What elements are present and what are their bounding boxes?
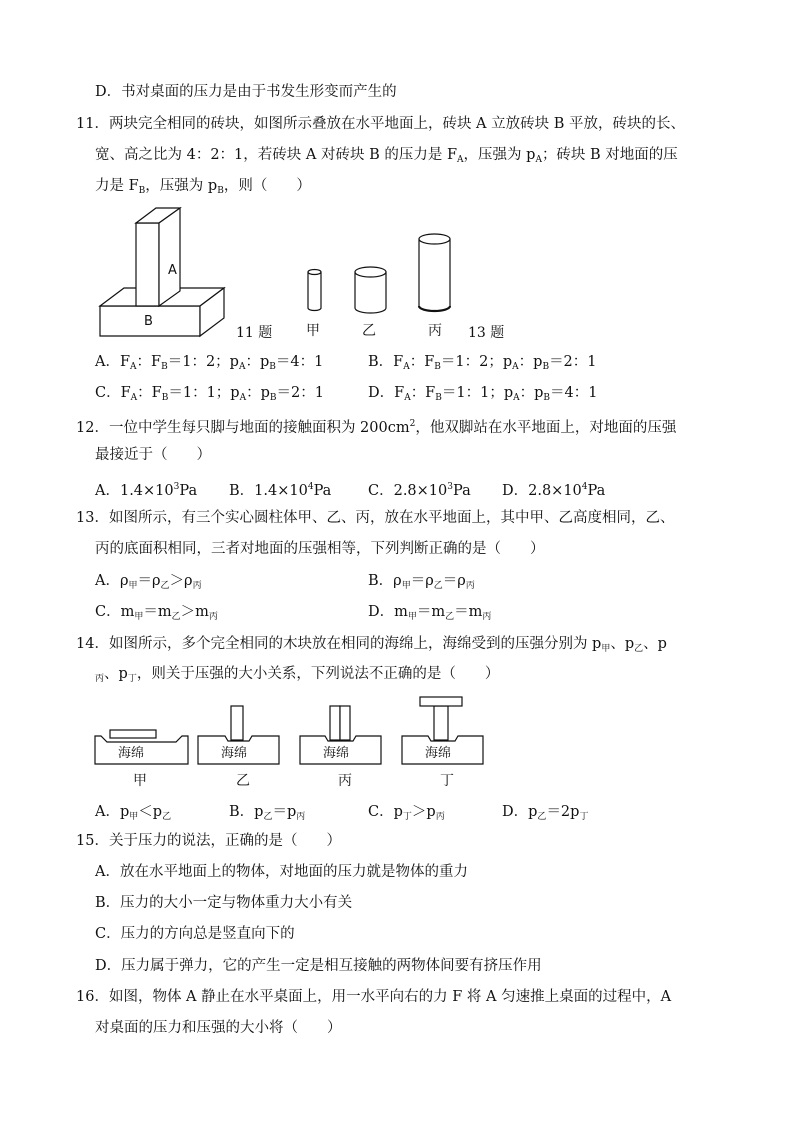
q12-option-a: A．$1.4\times 10^3Pa$ [95,482,198,499]
q15-option-b: B．压力的大小一定与物体重力大小有关 [95,895,353,911]
q16-stem-line2: 对桌面的压力和压强的大小将（ ） [95,1020,342,1036]
q15-option-a: A．放在水平地面上的物体，对地面的压力就是物体的重力 [95,864,468,880]
q11-option-d: D．$F_A$：$F_B=1$：1；$p_A$：$p_B=4$：1 [368,385,598,403]
sponge-label-jia: 海绵 [118,746,145,761]
q13-figure-label-jia: 甲 [306,323,320,339]
q14-figure-label-bing: 丙 [338,773,352,789]
q14-option-a: A．$p_甲<p_乙$ [95,804,172,822]
q15-option-c: C．压力的方向总是竖直向下的 [95,926,295,942]
q14-figure-label-yi: 乙 [236,773,250,789]
q11-bricks-figure [96,206,232,338]
brick-a-label: A [168,263,177,278]
q14-stem-line2: $_丙$、$p_丁$，则关于压强的大小关系，下列说法不正确的是（ ） [95,666,500,684]
q14-figure-label-jia: 甲 [133,773,147,789]
q15-stem: 15．关于压力的说法，正确的是（ ） [76,833,341,849]
q13-figure-label-yi: 乙 [362,323,376,339]
q13-cylinders-figure [300,232,460,318]
q11-option-b: B．$F_A$：$F_B=1$：2；$p_A$：$p_B=2$：1 [368,354,597,372]
q11-figure-caption: 11 题 [236,325,273,341]
q14-sponge-figure [92,694,492,766]
q14-option-d: D．$p_乙=2p_丁$ [502,804,589,822]
q14-option-c: C．$p_丁>p_丙$ [368,804,445,822]
q14-option-b: B．$p_乙=p_丙$ [229,804,306,822]
q11-stem-line3: 力是 $F_B$，压强为 $p_B$，则（ ） [95,178,311,196]
q12-stem-line1: 12．一位中学生每只脚与地面的接触面积为 $200cm^2$，他双脚站在水平地面上，对地面的压强 [76,419,677,436]
sponge-label-ding: 海绵 [425,746,452,761]
q12-option-d: D．$2.8\times 10^4Pa$ [502,482,606,499]
q13-stem-line2: 丙的底面积相同，三者对地面的压强相等，下列判断正确的是（ ） [95,541,545,557]
q12-stem-line2: 最接近于（ ） [95,447,211,463]
q13-option-a: A．$\rho_甲=\rho_乙>\rho_丙$ [95,573,202,591]
q11-option-c: C．$F_A$：$F_B=1$：1；$p_A$：$p_B=2$：1 [95,385,324,403]
q13-figure-caption: 13 题 [468,325,505,341]
q10-option-d: D．书对桌面的压力是由于书发生形变而产生的 [95,84,397,100]
q13-option-c: C．$m_甲=m_乙>m_丙$ [95,604,218,622]
sponge-label-bing: 海绵 [323,746,350,761]
q13-option-b: B．$\rho_甲=\rho_乙=\rho_丙$ [368,573,475,591]
q11-option-a: A．$F_A$：$F_B=1$：2；$p_A$：$p_B=4$：1 [95,354,324,372]
sponge-label-yi: 海绵 [221,746,248,761]
q11-stem-line2: 宽、高之比为 4：2：1，若砖块 A 对砖块 B 的压力是 $F_A$，压强为 $p_A$；砖块 B 对地面的压 [95,147,678,165]
q15-option-d: D．压力属于弹力，它的产生一定是相互接触的两物体间要有挤压作用 [95,958,542,974]
q12-option-c: C．$2.8\times 10^3Pa$ [368,482,471,499]
q13-option-d: D．$m_甲=m_乙=m_丙$ [368,604,492,622]
q13-stem-line1: 13．如图所示，有三个实心圆柱体甲、乙、丙，放在水平地面上，其中甲、乙高度相同，乙、 [76,510,675,526]
q16-stem-line1: 16．如图，物体 A 静止在水平桌面上，用一水平向右的力 F 将 A 匀速推上桌面的过程中，A [76,989,672,1005]
q14-figure-label-ding: 丁 [440,773,454,789]
q11-stem-line1: 11．两块完全相同的砖块，如图所示叠放在水平地面上，砖块 A 立放砖块 B 平放，砖块的长、 [76,116,686,132]
q12-option-b: B．$1.4\times 10^4Pa$ [229,482,332,499]
brick-b-label: B [144,314,153,329]
q13-figure-label-bing: 丙 [428,323,442,339]
q14-stem-line1: 14．如图所示，多个完全相同的木块放在相同的海绵上，海绵受到的压强分别为 $p_甲$、$p_乙$、p [76,636,667,654]
